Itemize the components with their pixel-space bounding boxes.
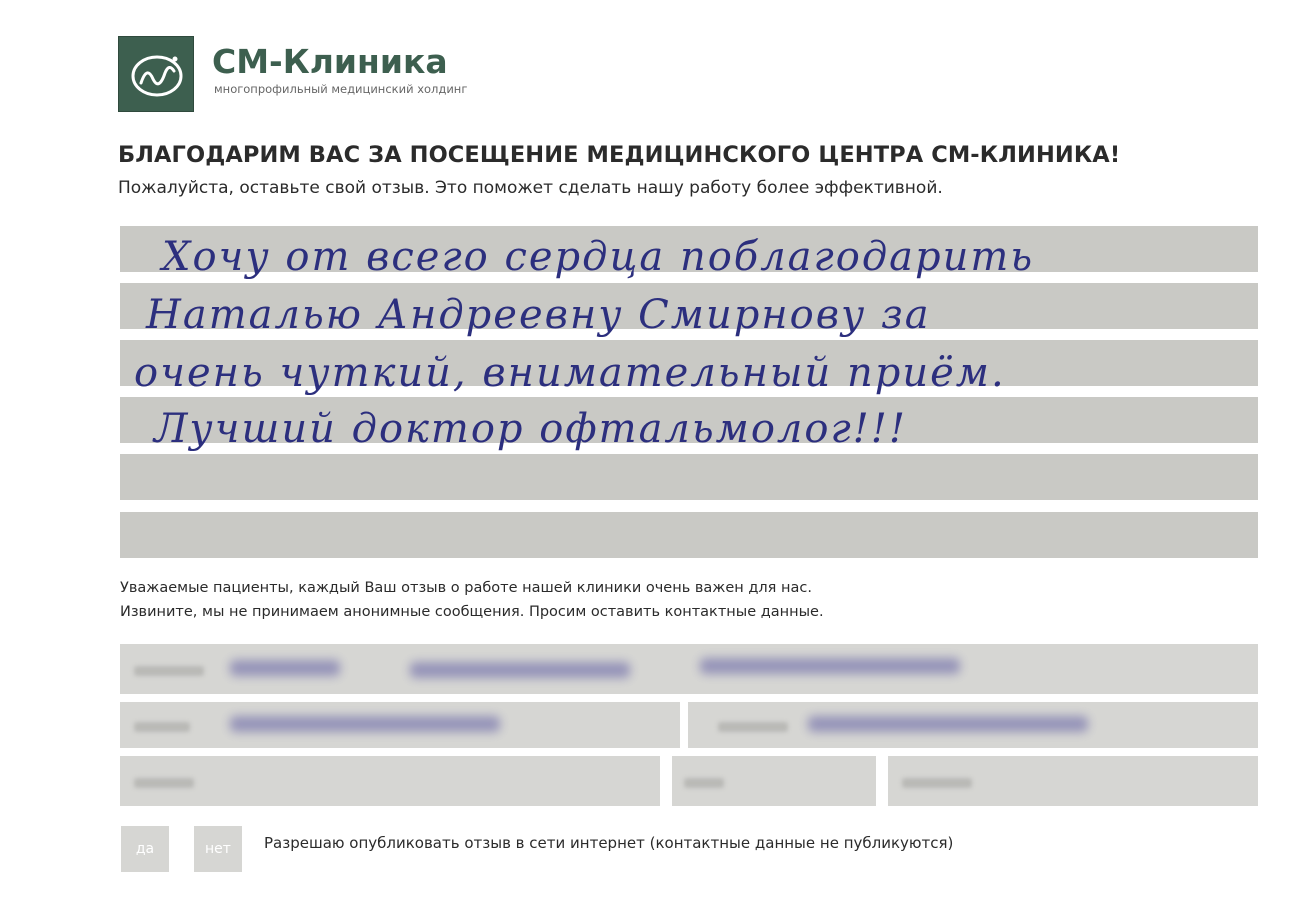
date-field[interactable] — [672, 756, 876, 806]
clinic-logo-icon — [118, 36, 194, 112]
name-field[interactable] — [120, 644, 1258, 694]
email-field[interactable] — [688, 702, 1258, 748]
consent-label: Разрешаю опубликовать отзыв в сети интернет (контактные данные не публикуются) — [264, 834, 954, 852]
review-text-line: Лучший доктор офтальмолог!!! — [154, 406, 907, 452]
doctor-field[interactable] — [120, 756, 660, 806]
review-text-line: Наталью Андреевну Смирнову за — [146, 292, 931, 338]
contact-fields — [120, 644, 1258, 808]
branch-field[interactable] — [888, 756, 1258, 806]
form-heading: БЛАГОДАРИМ ВАС ЗА ПОСЕЩЕНИЕ МЕДИЦИНСКОГО ЦЕНТРА СМ-КЛИНИКА! — [118, 142, 1121, 168]
review-text-line: очень чуткий, внимательный приём. — [134, 350, 1006, 396]
phone-field[interactable] — [120, 702, 680, 748]
notice-text: Извините, мы не принимаем анонимные сообщения. Просим оставить контактные данные. — [120, 604, 824, 620]
form-subheading: Пожалуйста, оставьте свой отзыв. Это поможет сделать нашу работу более эффективной. — [118, 178, 943, 198]
brand-tagline: многопрофильный медицинский холдинг — [214, 82, 468, 96]
consent-yes-checkbox[interactable]: да — [121, 826, 169, 872]
review-line-bg — [120, 512, 1258, 558]
notice-text: Уважаемые пациенты, каждый Ваш отзыв о работе нашей клиники очень важен для нас. — [120, 580, 812, 596]
review-field[interactable] — [120, 226, 1258, 558]
review-line-bg — [120, 454, 1258, 500]
review-text-line: Хочу от всего сердца поблагодарить — [162, 234, 1035, 280]
consent-no-checkbox[interactable]: нет — [194, 826, 242, 872]
brand-name: СМ-Клиника — [212, 42, 448, 81]
